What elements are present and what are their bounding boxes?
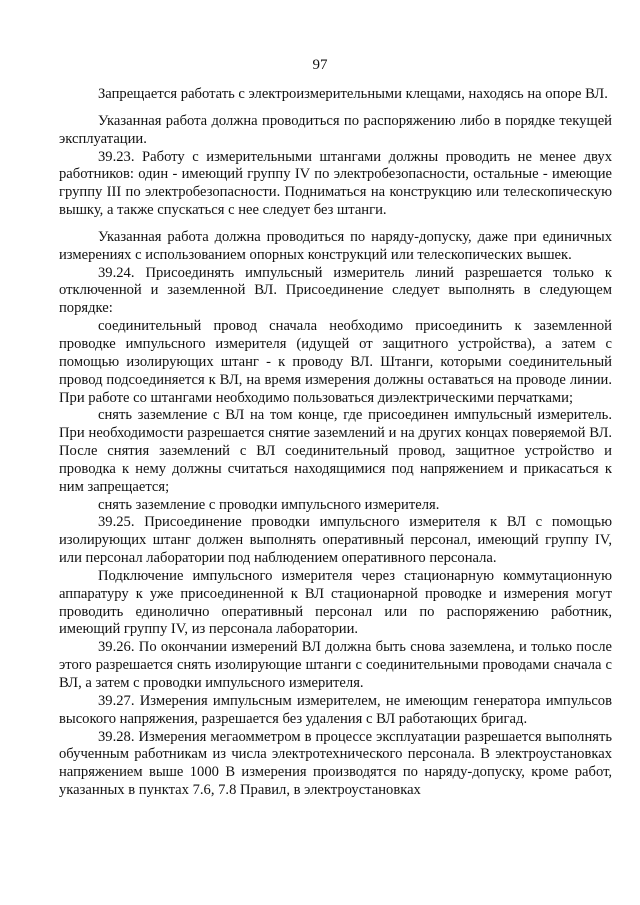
paragraph: 39.28. Измерения мегаомметром в процессе эксплуатации разрешается выполнять обученным работникам из числа электротехнического персонала. В электроустановках напряжением выше 1000 В измерения производятся по наряду-допуску, кроме работ, указанных в пунктах 7.6, 7.8 Правил, в электроустановках <box>59 728 612 799</box>
paragraph: снять заземление с проводки импульсного измерителя. <box>98 496 440 513</box>
paragraph: 39.27. Измерения импульсным измерителем, не имеющим генератора импульсов высокого напряжения, разрешается без удаления с ВЛ работающих бригад. <box>59 692 612 727</box>
paragraph: снять заземление с ВЛ на том конце, где присоединен импульсный измеритель. При необходимости разрешается снятие заземлений и на других концах поверяемой ВЛ. После снятия заземлений с ВЛ соединительный провод, защитное устройство и проводка к нему должны считаться находящимися под напряжением и прикасаться к ним запрещается; <box>59 407 612 495</box>
page-number: 97 <box>312 57 328 73</box>
paragraph: Указанная работа должна проводиться по распоряжению либо в порядке текущей эксплуатации. <box>59 112 612 147</box>
paragraph: 39.26. По окончании измерений ВЛ должна быть снова заземлена, и только после этого разрешается снять изолирующие штанги с соединительными проводами сначала с ВЛ, а затем с проводки импульсного измерителя. <box>59 639 612 691</box>
paragraph: 39.25. Присоединение проводки импульсного измерителя к ВЛ с помощью изолирующих штанг должен выполнять оперативный персонал, имеющий группу IV, или персонал лаборатории под наблюдением оперативного персонала. <box>59 514 612 567</box>
document-body <box>59 86 612 800</box>
paragraph: Запрещается работать с электроизмерительными клещами, находясь на опоре ВЛ. <box>98 86 608 102</box>
paragraph: соединительный провод сначала необходимо присоединить к заземленной проводке импульсного измерителя (идущей от защитного устройства), а затем с помощью изолирующих штанг - к проводу ВЛ. Штанги, которыми соединительный провод подсоединяется к ВЛ, на время измерения должны оставаться на проводе линии. При работе со штангами необходимо пользоваться диэлектрическими перчатками; <box>59 318 612 406</box>
paragraph: 39.23. Работу с измерительными штангами должны проводить не менее двух работников: один - имеющий группу IV по электробезопасности, остальные - имеющие группу III по электробезопасности. Подниматься на конструкцию или телескопическую вышку, а также спускаться с нее следует без штанги. <box>59 148 612 219</box>
paragraph: Указанная работа должна проводиться по наряду-допуску, даже при единичных измерениях с использованием опорных конструкций или телескопических вышек. <box>59 228 612 263</box>
paragraph: Подключение импульсного измерителя через стационарную коммутационную аппаратуру к уже присоединенной к ВЛ стационарной проводке и измерения могут проводить единолично оперативный персонал или по распоряжению работник, имеющий группу IV, из персонала лаборатории. <box>59 567 612 638</box>
paragraph: 39.24. Присоединять импульсный измеритель линий разрешается только к отключенной и заземленной ВЛ. Присоединение следует выполнять в следующем порядке: <box>59 264 612 317</box>
